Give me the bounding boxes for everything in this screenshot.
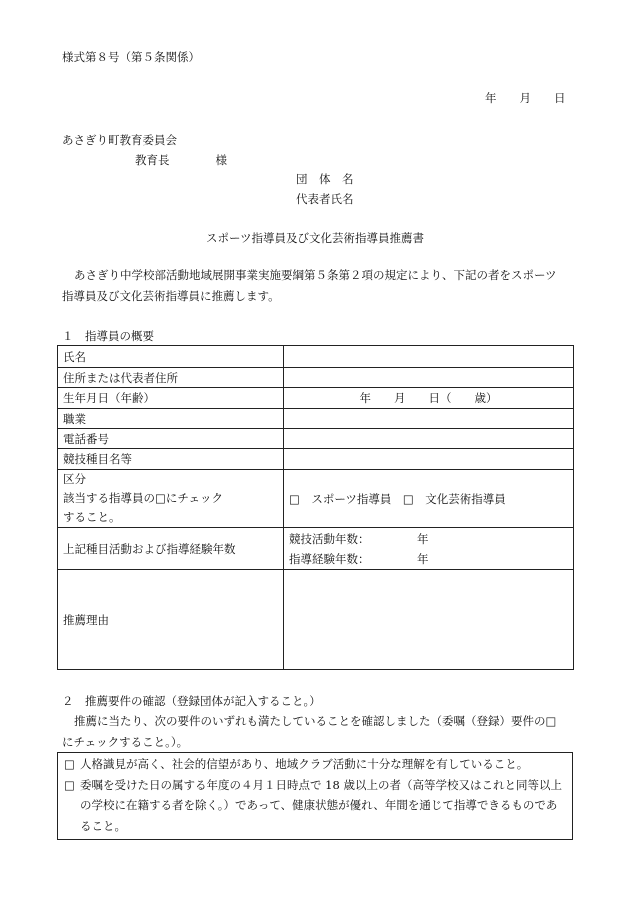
requirement-1-text: 人格識見が高く、社会的信望があり、地域クラブ活動に十分な理解を有していること。 xyxy=(80,757,529,771)
date-line: 年 月 日 xyxy=(485,91,566,105)
section-1-heading: １ 指導員の概要 xyxy=(62,329,154,343)
phone-label: 電話番号 xyxy=(58,429,284,449)
addressee-title: 教育長 様 xyxy=(135,153,227,167)
activity-years-label: 競技活動年数： xyxy=(289,531,370,546)
intro-line-2: 指導員及び文化芸術指導員に推薦します。 xyxy=(62,289,280,303)
category-label-line-2: 該当する指導員の□にチェック xyxy=(63,491,224,505)
applicant-group-label: 団 体 名 xyxy=(296,172,354,186)
coaching-years-row[interactable] xyxy=(289,549,573,569)
applicant-representative-label: 代表者氏名 xyxy=(296,192,354,206)
phone-field[interactable] xyxy=(284,429,574,449)
category-label-line-1: 区分 xyxy=(63,472,86,486)
category-checkboxes[interactable]: □ スポーツ指導員 □ 文化芸術指導員 xyxy=(284,470,574,528)
section-2-intro xyxy=(62,711,577,753)
section-2-heading: ２ 推薦要件の確認（登録団体が記入すること。） xyxy=(62,694,321,708)
document-title: スポーツ指導員及び文化芸術指導員推薦書 xyxy=(205,231,425,245)
activity-years-row[interactable] xyxy=(289,529,573,549)
dob-label: 生年月日（年齢） xyxy=(58,388,284,409)
section-2-intro-line-1: 推薦に当たり、次の要件のいずれも満たしていることを確認しました（委嘱（登録）要件の□ xyxy=(74,714,557,728)
coaching-years-unit: 年 xyxy=(417,551,429,566)
requirements-box xyxy=(57,752,573,840)
requirement-1 xyxy=(64,754,564,775)
addressee-org: あさぎり町教育委員会 xyxy=(62,133,177,147)
intro-paragraph xyxy=(62,265,577,307)
instructor-overview-table xyxy=(57,345,574,670)
category-label xyxy=(58,470,284,528)
address-label: 住所または代表者住所 xyxy=(58,368,284,388)
experience-fields xyxy=(284,528,574,570)
coaching-years-label: 指導経験年数： xyxy=(289,551,370,566)
section-2-intro-line-2: にチェックすること。）。 xyxy=(62,735,189,749)
requirement-2-text: 委嘱を受けた日の属する年度の４月１日時点で 18 歳以上の者（高等学校又はこれと同等以上の学校に在籍する者を除く。）であって、健康状態が優れ、年間を通じて指導できるものであること。 xyxy=(80,777,562,833)
occupation-label: 職業 xyxy=(58,409,284,429)
reason-label: 推薦理由 xyxy=(58,570,284,670)
reason-field[interactable] xyxy=(284,570,574,670)
name-field[interactable] xyxy=(284,346,574,368)
activity-years-unit: 年 xyxy=(417,531,429,546)
name-label: 氏名 xyxy=(58,346,284,368)
sport-label: 競技種目名等 xyxy=(58,449,284,470)
requirement-2 xyxy=(64,775,564,837)
form-number: 様式第８号（第５条関係） xyxy=(62,50,200,64)
intro-line-1: あさぎり中学校部活動地域展開事業実施要綱第５条第２項の規定により、下記の者をスポーツ xyxy=(74,268,557,282)
requirement-2-checkbox[interactable]: □ xyxy=(64,777,75,792)
sport-field[interactable] xyxy=(284,449,574,470)
dob-field[interactable]: 年 月 日（ 歳） xyxy=(284,388,574,409)
experience-label: 上記種目活動および指導経験年数 xyxy=(58,528,284,570)
occupation-field[interactable] xyxy=(284,409,574,429)
address-field[interactable] xyxy=(284,368,574,388)
requirement-1-checkbox[interactable]: □ xyxy=(64,757,75,771)
category-label-line-3: すること。 xyxy=(63,510,121,524)
